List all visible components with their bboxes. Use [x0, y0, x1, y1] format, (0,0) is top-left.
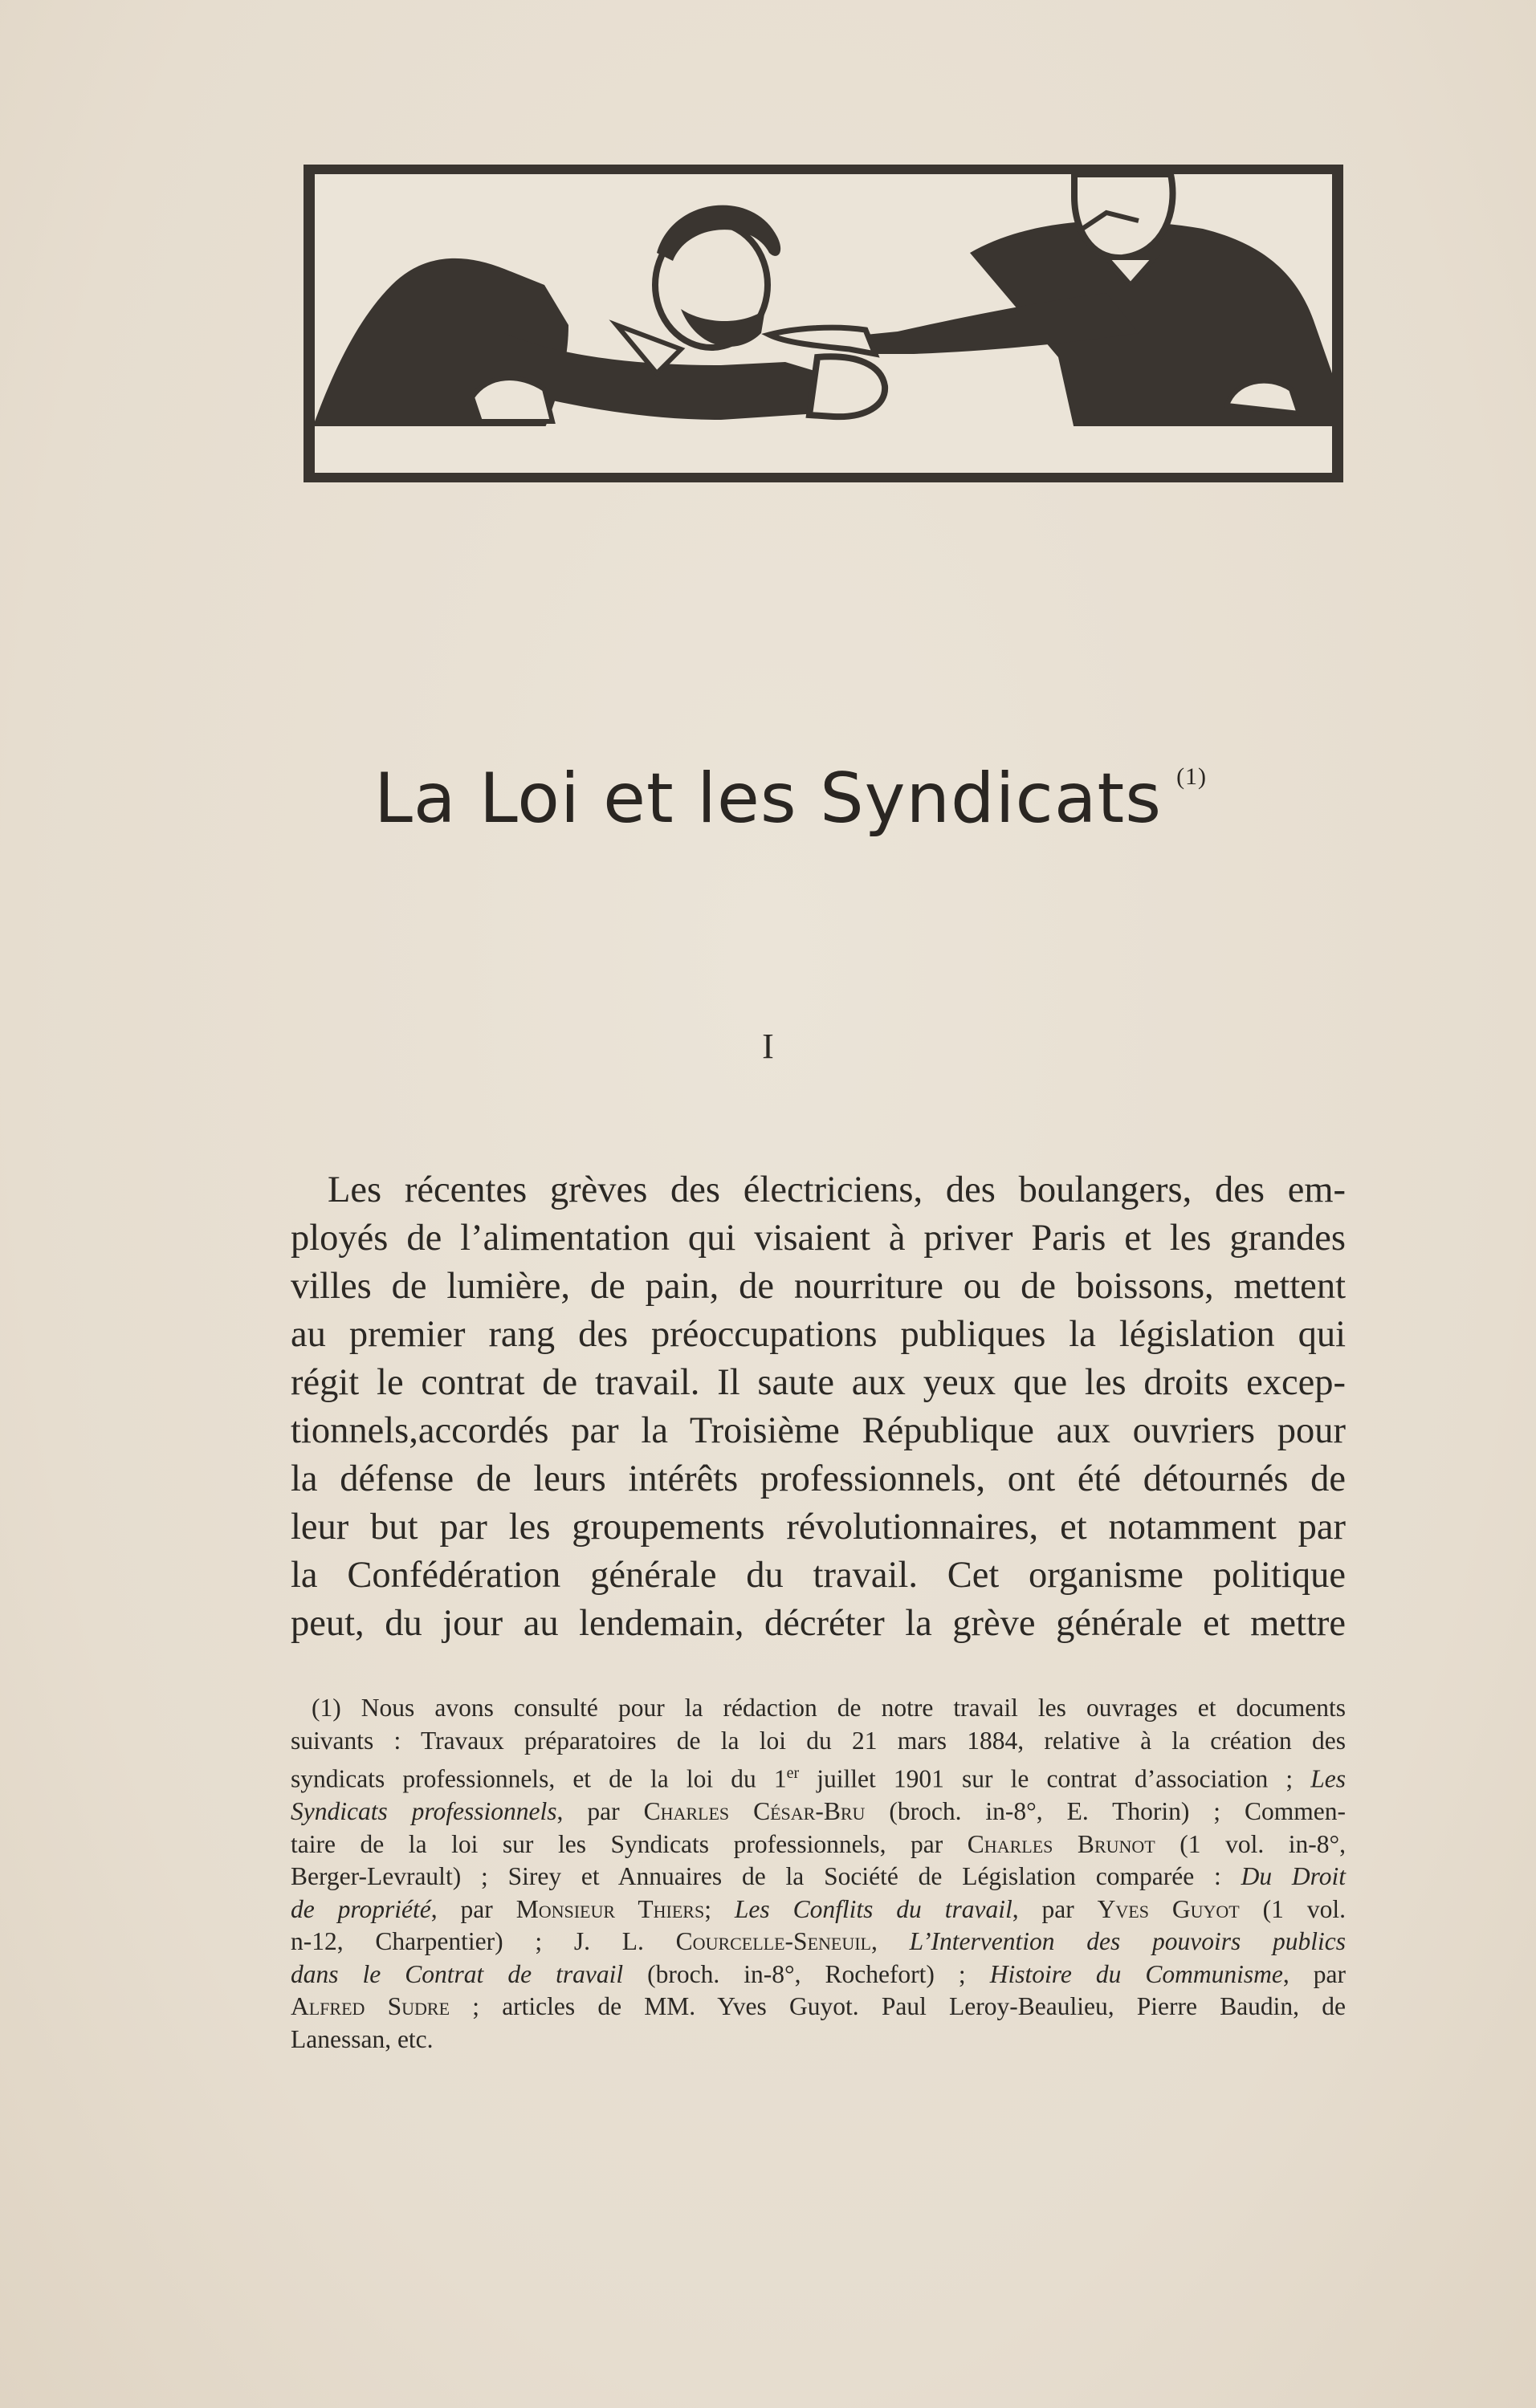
footnote-author: Charles Brunot — [967, 1829, 1155, 1858]
footnote-line — [291, 1893, 1346, 1926]
body-line: Les récentes grèves des électriciens, des boulangers, des em- — [328, 1169, 1346, 1210]
footnote-superscript: er — [786, 1764, 800, 1782]
footnote-text: , — [871, 1927, 910, 1955]
footnote-text: Lanessan, etc. — [291, 2024, 434, 2053]
body-line: la Confédération générale du travail. Cet organisme politique — [291, 1555, 1346, 1596]
body-line: au premier rang des préoccupations publiques la législation qui — [291, 1314, 1346, 1355]
body-line: régit le contrat de travail. Il saute aux yeux que les droits excep- — [291, 1362, 1346, 1403]
body-line: la défense de leurs intérêts professionnels, ont été détournés de — [291, 1458, 1346, 1499]
footnote-text: , par — [430, 1894, 516, 1923]
footnote — [291, 1692, 1346, 2056]
footnote-line — [291, 2024, 1346, 2056]
footnote-line — [291, 1861, 1346, 1893]
footnote-line — [291, 1959, 1346, 1991]
body-line: peut, du jour au lendemain, décréter la grève générale et mettre — [291, 1603, 1346, 1644]
page-title — [373, 759, 1208, 839]
footnote-line — [291, 1796, 1346, 1828]
footnote-author: Yves Guyot — [1097, 1894, 1240, 1923]
title-footnote-marker: (1) — [1176, 763, 1208, 790]
body-text — [291, 1166, 1346, 1648]
footnote-text: (1) Nous avons consulté pour la rédaction de notre travail les ouvrages et documents — [312, 1694, 1346, 1722]
footnote-line — [291, 1991, 1346, 2024]
footnote-author: Monsieur Thiers — [515, 1894, 705, 1923]
footnote-title: Les — [1310, 1764, 1346, 1793]
footnote-title: Syndicats professionnels — [291, 1797, 557, 1825]
footnote-line — [291, 1926, 1346, 1959]
body-line: ployés de l’alimentation qui visaient à priver Paris et les grandes — [291, 1218, 1346, 1259]
footnote-title: Les Conflits du travail — [734, 1894, 1012, 1923]
title-block — [0, 759, 1536, 839]
footnote-text: , par — [1012, 1894, 1098, 1923]
footnote-text: syndicats professionnels, et de la loi du 1 — [291, 1764, 787, 1793]
body-line: villes de lumière, de pain, de nourriture ou de boissons, mettent — [291, 1266, 1346, 1307]
footnote-author: Courcelle-Seneuil — [675, 1927, 871, 1955]
footnote-title: Histoire du Communisme — [989, 1959, 1283, 1988]
page-title-text: La Loi et les Syndicats — [373, 759, 1163, 839]
body-line: leur but par les groupements révolutionnaires, et notamment par — [291, 1507, 1346, 1548]
footnote-text: taire de la loi sur les Syndicats professionnels, par — [291, 1829, 968, 1858]
footnote-text: ; — [704, 1894, 735, 1923]
woodcut-illustration — [304, 165, 1343, 482]
footnote-line — [291, 1757, 1346, 1796]
footnote-text: Berger-Levrault) ; Sirey et Annuaires de la Société de Législation comparée : — [291, 1862, 1241, 1890]
footnote-text: juillet 1901 sur le contrat d’association ; — [799, 1764, 1311, 1793]
footnote-text: , par — [1282, 1959, 1346, 1988]
woodcut-two-men-arguing-icon — [304, 165, 1343, 482]
footnote-text: , par — [556, 1797, 644, 1825]
section-numeral: I — [762, 1027, 774, 1066]
footnote-text: suivants : Travaux préparatoires de la loi du 21 mars 1884, relative à la création des — [291, 1726, 1346, 1755]
footnote-text: (1 vol. — [1239, 1894, 1346, 1923]
footnote-title: L’Intervention des pouvoirs publics — [909, 1927, 1346, 1955]
footnote-title: Du Droit — [1241, 1862, 1346, 1890]
footnote-text: (broch. in-8°, E. Thorin) ; Commen- — [865, 1797, 1346, 1825]
footnote-text: (1 vol. in-8°, — [1155, 1829, 1346, 1858]
footnote-author: Charles César-Bru — [643, 1797, 866, 1825]
footnote-line — [291, 1828, 1346, 1861]
footnote-text: n-12, Charpentier) ; J. L. — [291, 1927, 676, 1955]
footnote-title: de propriété — [291, 1894, 431, 1923]
footnote-line — [291, 1692, 1346, 1725]
footnote-line — [291, 1725, 1346, 1758]
body-line: tionnels,accordés par la Troisième République aux ouvriers pour — [291, 1410, 1346, 1451]
footnote-text: (broch. in-8°, Rochefort) ; — [623, 1959, 990, 1988]
footnote-text: ; articles de MM. Yves Guyot. Paul Leroy-Beaulieu, Pierre Baudin, de — [450, 1992, 1346, 2020]
footnote-title: dans le Contrat de travail — [291, 1959, 624, 1988]
footnote-author: Alfred Sudre — [291, 1992, 450, 2020]
